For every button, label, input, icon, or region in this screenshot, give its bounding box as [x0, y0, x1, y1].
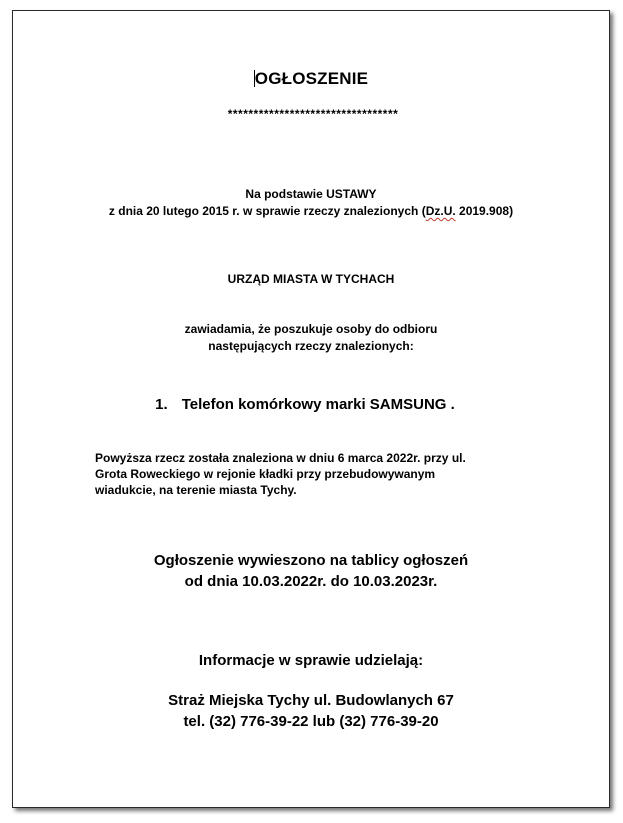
posting-period-line-1: Ogłoszenie wywieszono na tablicy ogłoszeń [153, 552, 469, 569]
legal-basis-line-2-prefix: z dnia 20 lutego 2015 r. w sprawie rzeczy znalezionych ( [108, 204, 426, 218]
item-description-line-2: Grota Roweckiego w rejonie kładki przy przebudowywanym [95, 467, 436, 481]
office-name: URZĄD MIASTA W TYCHACH [227, 272, 395, 286]
notice-text [13, 321, 609, 355]
contact-info [13, 690, 609, 732]
info-heading: Informacje w sprawie udzielają: [198, 652, 424, 669]
contact-phone: tel. (32) 776-39-22 lub (32) 776-39-20 [183, 713, 439, 730]
found-item-list [7, 396, 603, 413]
item-description-line-1: Powyższa rzecz została znaleziona w dniu 6 marca 2022r. przy ul. [95, 451, 466, 465]
legal-basis-line-2-suffix: 2019.908) [455, 204, 514, 218]
contact-address: Straż Miejska Tychy ul. Budowlanych 67 [168, 692, 454, 709]
item-description-line-3: wiadukcie, na terenie miasta Tychy. [95, 483, 297, 497]
item-description [95, 450, 466, 498]
separator-line: ********************************* [227, 107, 399, 121]
legal-basis-line-1: Na podstawie USTAWY [245, 187, 377, 201]
notice-line-1: zawiadamia, że poszukuje osoby do odbioru [184, 322, 438, 336]
document-title [13, 69, 609, 89]
posting-period [13, 550, 609, 592]
legal-reference-spellcheck: Dz.U. [425, 204, 456, 218]
document-page [12, 10, 610, 808]
found-item-text: Telefon komórkowy marki SAMSUNG . [181, 396, 455, 413]
notice-line-2: następujących rzeczy znalezionych: [208, 339, 414, 353]
legal-basis [13, 186, 609, 220]
found-item-number: 1. [155, 396, 168, 413]
title-text: OGŁOSZENIE [254, 69, 369, 88]
posting-period-line-2: od dnia 10.03.2022r. do 10.03.2023r. [184, 573, 438, 590]
legal-basis-line-2 [13, 203, 609, 220]
